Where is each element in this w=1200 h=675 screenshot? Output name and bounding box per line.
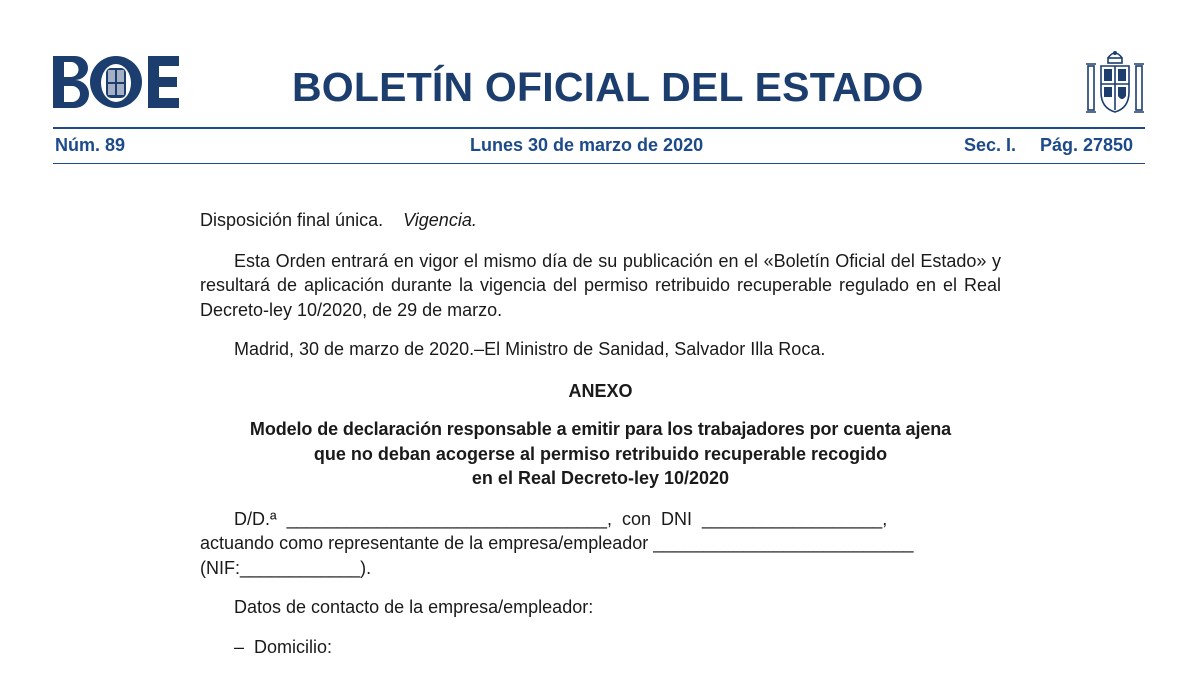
disposicion-title: Vigencia. [403,210,477,230]
header-rule-bottom [53,163,1145,164]
signature-line: Madrid, 30 de marzo de 2020.–El Ministro de Sanidad, Salvador Illa Roca. [234,339,826,359]
section-label: Sec. I. [964,135,1017,155]
anexo-title-line-2: que no deban acogerse al permiso retribuido recuperable recogido [313,443,888,464]
boe-logo-icon [53,56,179,108]
disposicion-label: Disposición final única. [200,210,384,230]
issue-number: Núm. 89 [55,135,126,155]
domicilio-item: – Domicilio: [234,636,333,657]
disposicion-heading [200,208,1001,233]
anexo-title-line-3: en el Real Decreto-ley 10/2020 [471,468,730,488]
issue-date: Lunes 30 de marzo de 2020 [470,135,704,155]
form-line-1: D/D.ª ________________________________, con DNI __________________, [234,508,888,529]
anexo-title-line-1: Modelo de declaración responsable a emitir para los trabajadores por cuenta ajena [249,419,952,439]
header-rule-top [53,127,1145,129]
anexo-heading: ANEXO [568,380,633,401]
document-body [200,208,1001,659]
paragraph-vigencia: Esta Orden entrará en vigor el mismo día de su publicación en el «Boletín Oficial del Estado» y resultará de aplicación durante la vigencia del permiso retribuido recuperable regulado en el Real Decreto-ley 10/2020, de 29 de marzo. [200,250,1001,320]
page-number: Pág. 27850 [1040,135,1134,155]
form-line-2: actuando como representante de la empresa/empleador __________________________ [200,533,914,553]
gazette-title: BOLETÍN OFICIAL DEL ESTADO [292,64,924,110]
form-line-3: (NIF:____________). [200,557,372,578]
coat-of-arms-icon [1082,46,1148,118]
contact-heading: Datos de contacto de la empresa/empleador: [234,597,594,617]
